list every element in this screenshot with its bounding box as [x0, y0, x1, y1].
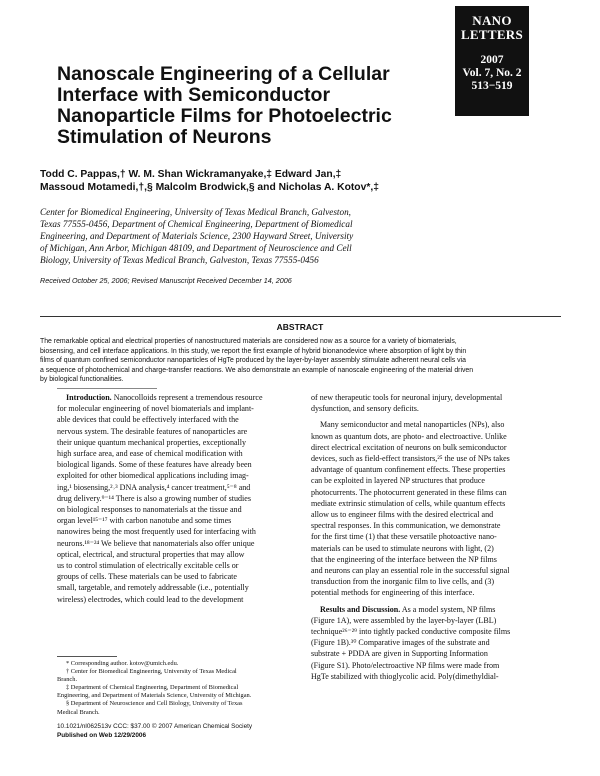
body-line: direct electrical excitation of neurons on bulk semiconductor: [311, 442, 507, 452]
footnote-line: ‡ Department of Chemical Engineering, Department of Biomedical: [66, 684, 239, 692]
body-line: for the first time (1) that these versatile photoactive nano-: [311, 532, 497, 542]
body-line: able devices that could be effectively interfaced with the: [57, 415, 239, 425]
intro-heading: Introduction.: [66, 393, 112, 402]
journal-name-line1: NANO: [472, 13, 512, 28]
title-line: Stimulation of Neurons: [57, 126, 272, 148]
body-line: photocurrents. The photocurrent generated in these films can: [311, 487, 507, 497]
body-line: of new therapeutic tools for neuronal injury, developmental: [311, 393, 503, 402]
footnote-line: Medical Branch.: [57, 708, 100, 716]
footnote-rule: [57, 656, 117, 657]
body-line: (Figure 1A), were assembled by the layer-by-layer (LBL): [311, 615, 497, 625]
body-line: neurons.¹⁸⁻²⁴ We believe that nanomaterials also offer unique: [57, 538, 255, 548]
doi-line: 10.1021/nl062513v CCC: $37.00 © 2007 American Chemical Society: [57, 723, 253, 730]
body-line: exploited for other biomedical applications including imag-: [57, 471, 249, 481]
affiliation-line: Texas 77555-0456, Department of Chemical Engineering, Department of Biomedical: [40, 219, 353, 229]
journal-name-line2: LETTERS: [460, 27, 524, 42]
footnote-line: Branch.: [57, 676, 78, 684]
body-line: known as quantum dots, are photo- and electroactive. Unlike: [311, 431, 507, 441]
body-line: organ level¹⁵⁻¹⁷ with carbon nanotube and some times: [57, 516, 232, 526]
left-column: [57, 392, 312, 605]
right-column: [311, 392, 566, 682]
article-title: [57, 64, 427, 148]
abstract-line: films of quantum confined semiconductor nanoparticles of HgTe produced by the layer-by-layer assembly stimulate adherent neural cells via: [40, 357, 466, 365]
author-list: [40, 168, 460, 194]
publication-info: [57, 723, 317, 740]
footnote-line: † Center for Biomedical Engineering, University of Texas Medical: [66, 668, 237, 676]
body-line: (Figure 1B).³⁰ Comparative images of the substrate and: [311, 638, 490, 648]
results-first-line: [311, 604, 566, 615]
body-line: groups of cells. These materials can be used to fabricate: [57, 572, 237, 582]
body-line: us to control stimulation of electrically excitable cells or: [57, 561, 239, 571]
body-line: wireless) electrodes, which could lead to the development: [57, 594, 244, 604]
body-line: substrate + PDDA are given in Supporting Information: [311, 649, 488, 659]
journal-year: 2007: [480, 54, 504, 66]
body-line: and neurons can play an essential role in the successful signal: [311, 566, 510, 576]
abstract-line: by biological functionalities.: [40, 376, 124, 384]
body-line: on biological responses to nanomaterials at the tissue and: [57, 505, 242, 515]
abstract-line: biosensing, and cell interface applications. In this study, we report the first example of hybrid bionanodevice where absorption of light by thin: [40, 347, 467, 355]
received-dates: Received October 25, 2006; Revised Manuscript Received December 14, 2006: [40, 276, 292, 285]
title-line: Interface with Semiconductor: [57, 84, 331, 106]
body-line: small, targetable, and remotely addressable (i.e., potentially: [57, 583, 249, 593]
affiliation-line: of Michigan, Ann Arbor, Michigan 48109, and Department of Neuroscience and Cell: [40, 243, 352, 253]
abstract-line: The remarkable optical and electrical properties of nanostructured materials are considered now as a source for a variety of biomaterials,: [40, 338, 457, 345]
intro-first-line: [57, 392, 312, 403]
body-line: for molecular engineering of novel biomaterials and implant-: [57, 404, 254, 414]
affiliations: [40, 206, 440, 266]
body-line: ing,¹ biosensing,²˒³ DNA analysis,⁴ cancer treatment,⁵⁻⁸ and: [57, 482, 251, 492]
abstract-heading: ABSTRACT: [276, 322, 324, 332]
authors-line: Todd C. Pappas,† W. M. Shan Wickramanyake,‡ Edward Jan,‡: [40, 169, 342, 180]
body-line: biological ligands. Some of these features have already been: [57, 460, 252, 470]
footnote-line: Engineering, and Department of Materials Science, University of Michigan.: [57, 692, 252, 700]
body-line: nanowires being the most frequently used for interfacing with: [57, 527, 256, 537]
body-line: drug delivery.⁹⁻¹⁴ There is also a growing number of studies: [57, 493, 251, 503]
body-line: spectral responses. In this communication, we demonstrate: [311, 521, 501, 531]
abstract-top-rule: [40, 316, 561, 317]
published-line: Published on Web 12/29/2006: [57, 731, 147, 739]
body-line: allow us to engineer films with the desired electrical and: [311, 510, 494, 520]
abstract-bottom-rule: [57, 388, 157, 389]
results-first-line-text: As a model system, NP films: [400, 604, 496, 614]
title-line: Nanoparticle Films for Photoelectric: [57, 105, 392, 127]
footnote-line: § Department of Neuroscience and Cell Biology, University of Texas: [66, 700, 243, 708]
results-heading: Results and Discussion.: [320, 604, 401, 614]
body-line: mediate extrinsic stimulation of cells, while quantum effects: [311, 498, 506, 508]
footnotes: [57, 660, 307, 717]
intro-first-line-text: Nanocolloids represent a tremendous resource: [111, 393, 263, 402]
body-line: can be exploited in layered NP structures that produce: [311, 476, 485, 486]
affiliation-line: Engineering, and Department of Materials Science, 2300 Hayward Street, University: [40, 231, 354, 241]
body-line: materials can be used to stimulate neurons with light, (2): [311, 543, 494, 553]
body-line: potential methods for engineering of this interface.: [311, 588, 475, 598]
body-line: transduction from the inorganic film to live cells, and (3): [311, 577, 495, 587]
body-line: advantage of quantum confinement effects. These properties: [311, 465, 506, 475]
footnote-line: * Corresponding author. kotov@umich.edu.: [66, 660, 179, 667]
abstract-body: [40, 337, 561, 385]
body-line: Many semiconductor and metal nanoparticles (NPs), also: [320, 420, 505, 430]
body-line: HgTe stabilized with thioglycolic acid. Poly(dimethyldial-: [311, 671, 499, 681]
affiliation-line: Biology, University of Texas Medical Branch, Galveston, Texas 77555-0456: [40, 255, 319, 265]
abstract-line: a sequence of photochemical and charge-transfer reactions. We also demonstrate an example of nanoscale engineering of the material driven: [40, 366, 474, 374]
title-line: Nanoscale Engineering of a Cellular: [57, 63, 390, 85]
affiliation-line: Center for Biomedical Engineering, University of Texas Medical Branch, Galveston,: [40, 207, 351, 217]
body-line: high surface area, and ease of chemical modification with: [57, 449, 243, 459]
body-line: (Figure S1). Photo/electroactive NP films were made from: [311, 660, 500, 670]
journal-badge: [455, 6, 529, 116]
body-line: devices, such as field-effect transistors,²⁵ the use of NPs takes: [311, 454, 510, 464]
body-line: that the engineering of the interface between the NP films: [311, 554, 497, 564]
journal-volume: Vol. 7, No. 2: [462, 67, 522, 79]
journal-pages: 513−519: [471, 80, 513, 92]
body-line: their unique quantum mechanical properties, exceptionally: [57, 437, 247, 447]
authors-line: Massoud Motamedi,†,§ Malcolm Brodwick,§ and Nicholas A. Kotov*,‡: [40, 182, 379, 193]
body-line: technique²⁶⁻²⁹ into tightly packed conductive composite films: [311, 627, 511, 637]
body-line: optical, electrical, and structural properties that may allow: [57, 549, 245, 559]
body-line: dysfunction, and sensory deficits.: [311, 404, 419, 414]
body-line: nervous system. The desirable features of nanoparticles are: [57, 426, 248, 436]
